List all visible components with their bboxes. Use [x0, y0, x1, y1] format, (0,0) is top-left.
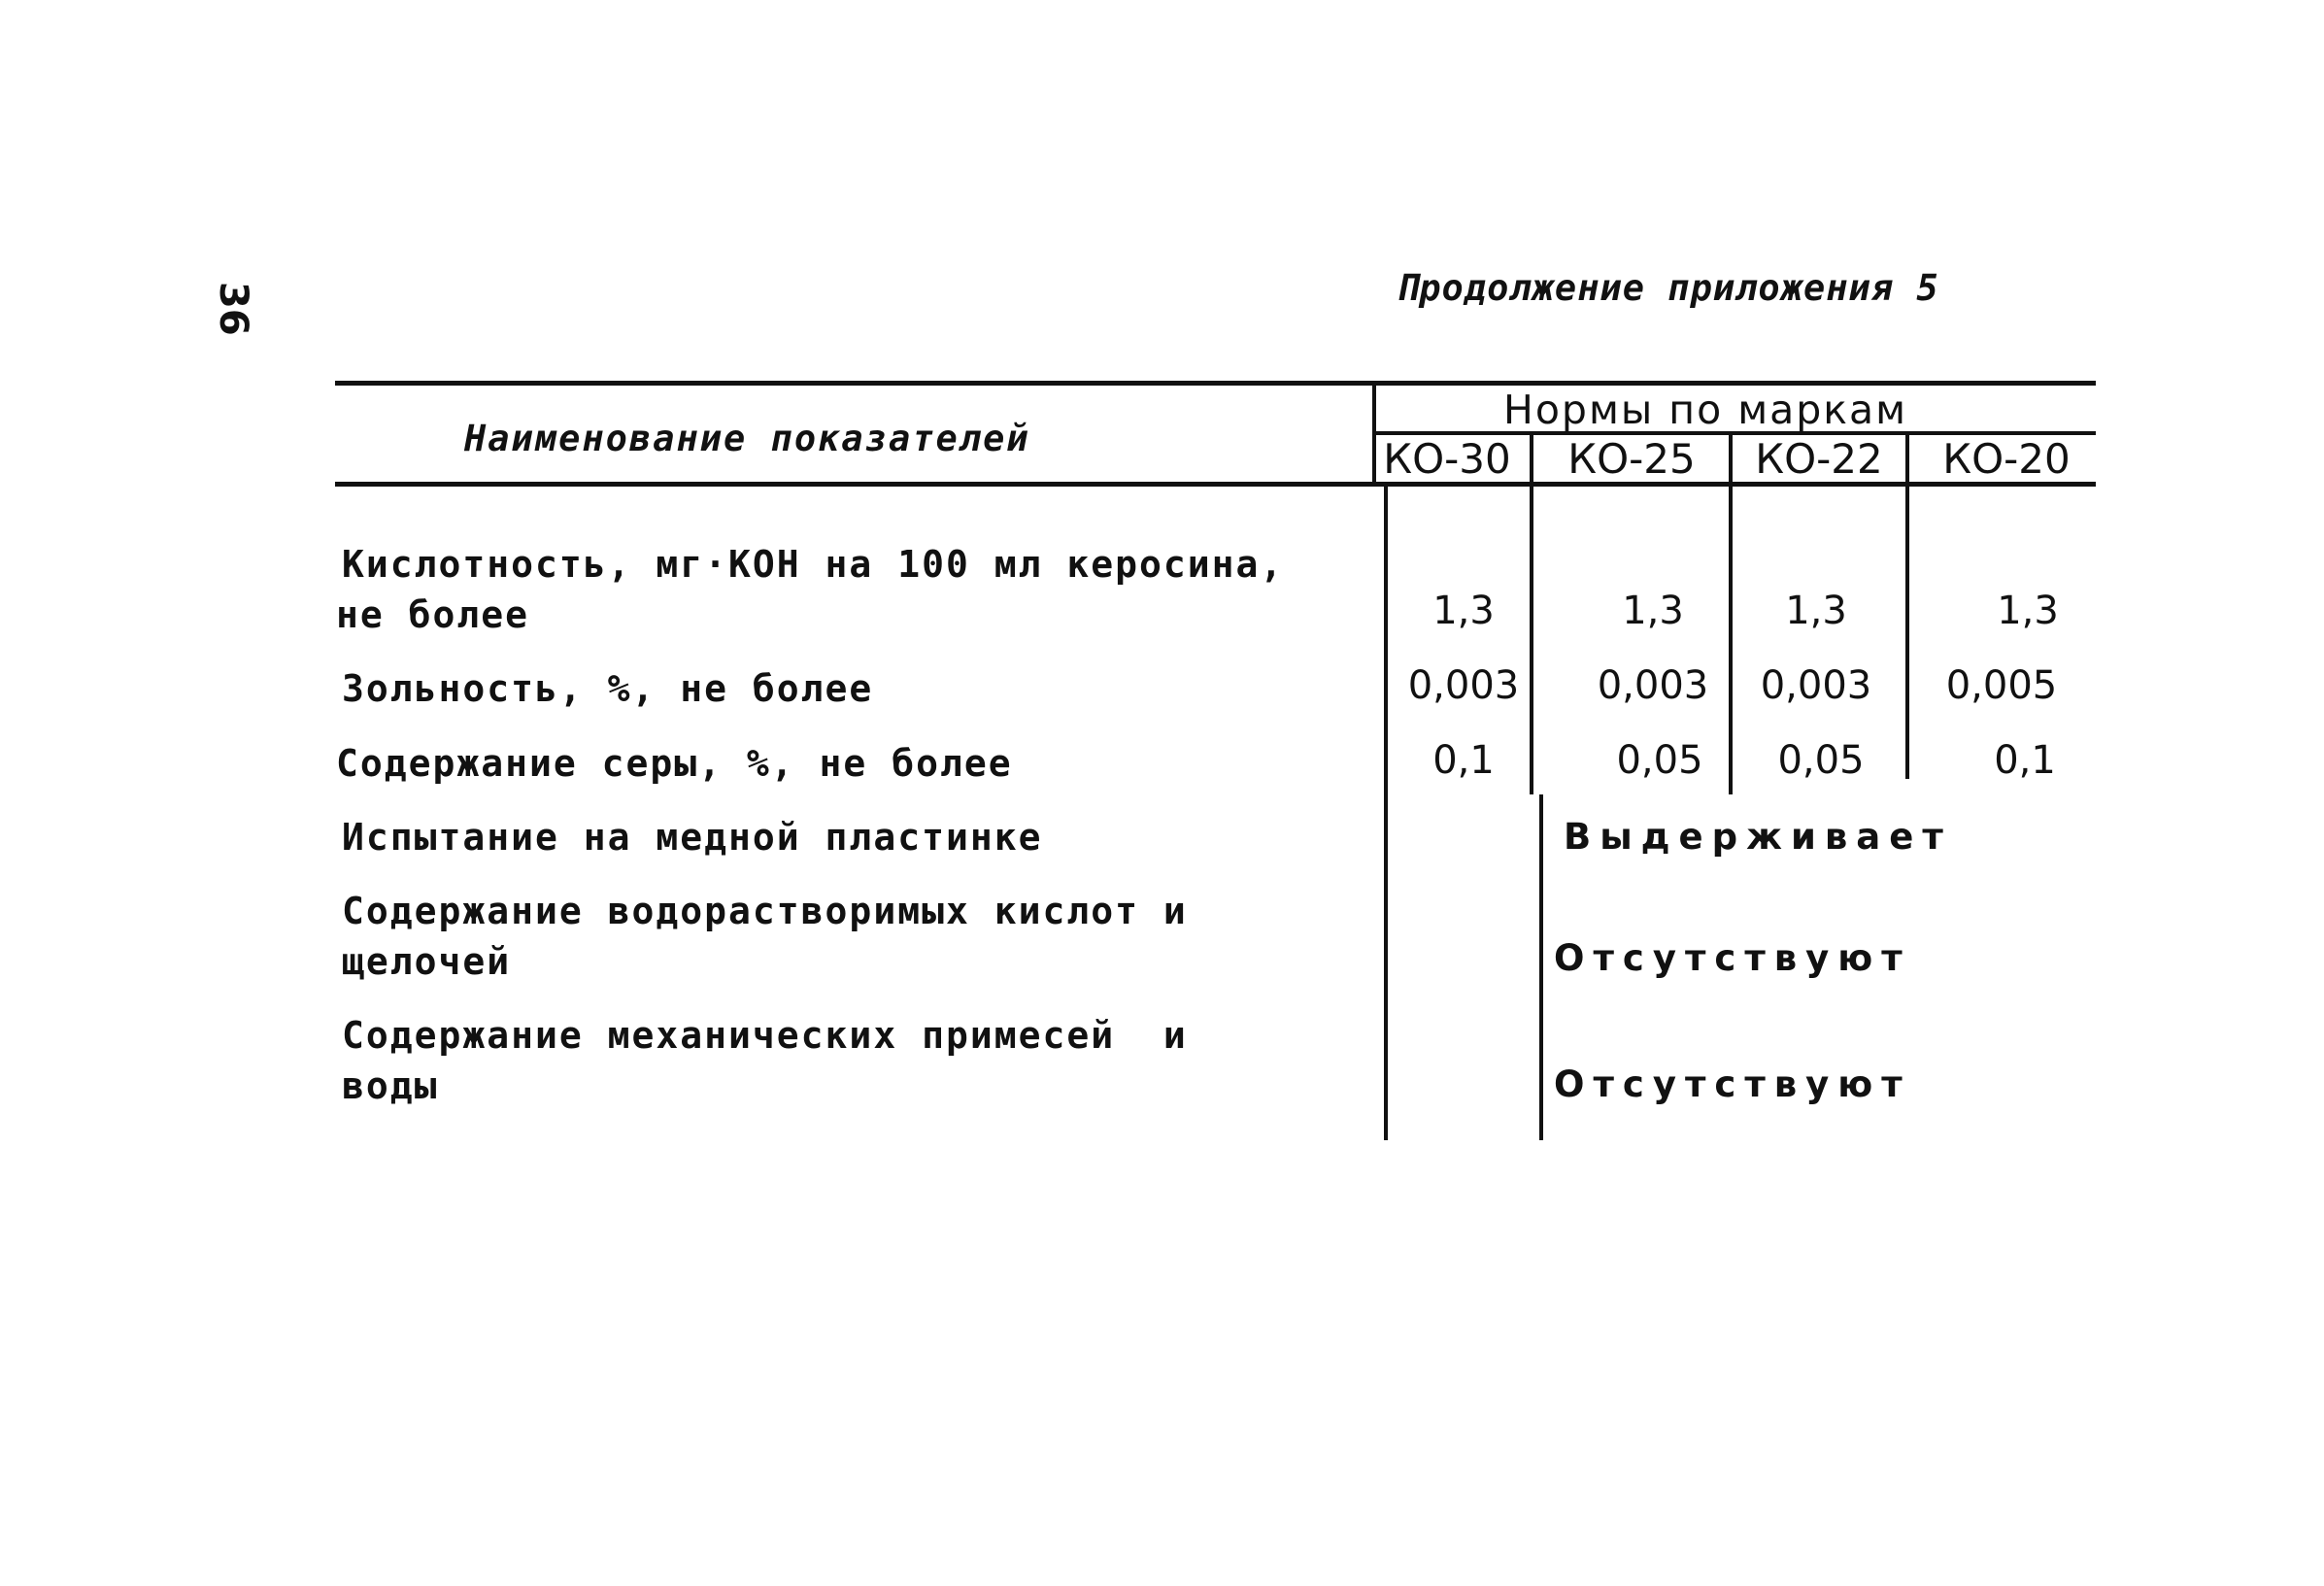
row-span-value: Отсутствуют — [1554, 1063, 1911, 1105]
row-value: 0,003 — [1597, 663, 1709, 708]
row-value: 0,1 — [1432, 738, 1495, 783]
page-number: 36 — [211, 282, 255, 336]
continuation-title: Продолжение приложения 5 — [1397, 267, 1939, 309]
row-label: Кислотность, мг·КОН на 100 мл керосина, не более — [336, 543, 1285, 636]
row-value: 0,1 — [1994, 738, 2056, 783]
grade-label: КО-25 — [1567, 435, 1696, 483]
row-span-value: Выдерживает — [1564, 816, 1952, 858]
row-value: 0,003 — [1760, 663, 1872, 708]
row-label: Испытание на медной пластинке — [342, 816, 1043, 859]
row-span-value: Отсутствуют — [1554, 937, 1911, 979]
row-value: 0,05 — [1616, 738, 1703, 783]
table-top-rule — [335, 381, 2096, 386]
header-norms: Нормы по маркам — [1503, 387, 1908, 433]
row-value: 1,3 — [1622, 589, 1684, 633]
row-value: 1,3 — [1432, 589, 1495, 633]
row-value: 1,3 — [1785, 589, 1847, 633]
row-value: 0,05 — [1777, 738, 1865, 783]
row-label: Содержание водорастворимых кислот и щелочей — [342, 890, 1188, 983]
grade-label: КО-30 — [1383, 435, 1511, 483]
row-label: Содержание серы, %, не более — [336, 742, 1013, 785]
row-label: Зольность, %, не более — [342, 667, 874, 710]
grade-label: КО-20 — [1942, 435, 2071, 483]
column-divider-1 — [1539, 794, 1543, 1140]
column-divider-main — [1384, 482, 1388, 1140]
row-value: 0,003 — [1407, 663, 1520, 708]
grade-label: КО-22 — [1755, 435, 1883, 483]
row-value: 1,3 — [1997, 589, 2059, 633]
row-label: Содержание механических примесей и воды — [342, 1014, 1188, 1107]
header-indicator-name: Наименование показателей — [464, 418, 1030, 459]
row-value: 0,005 — [1945, 663, 2058, 708]
